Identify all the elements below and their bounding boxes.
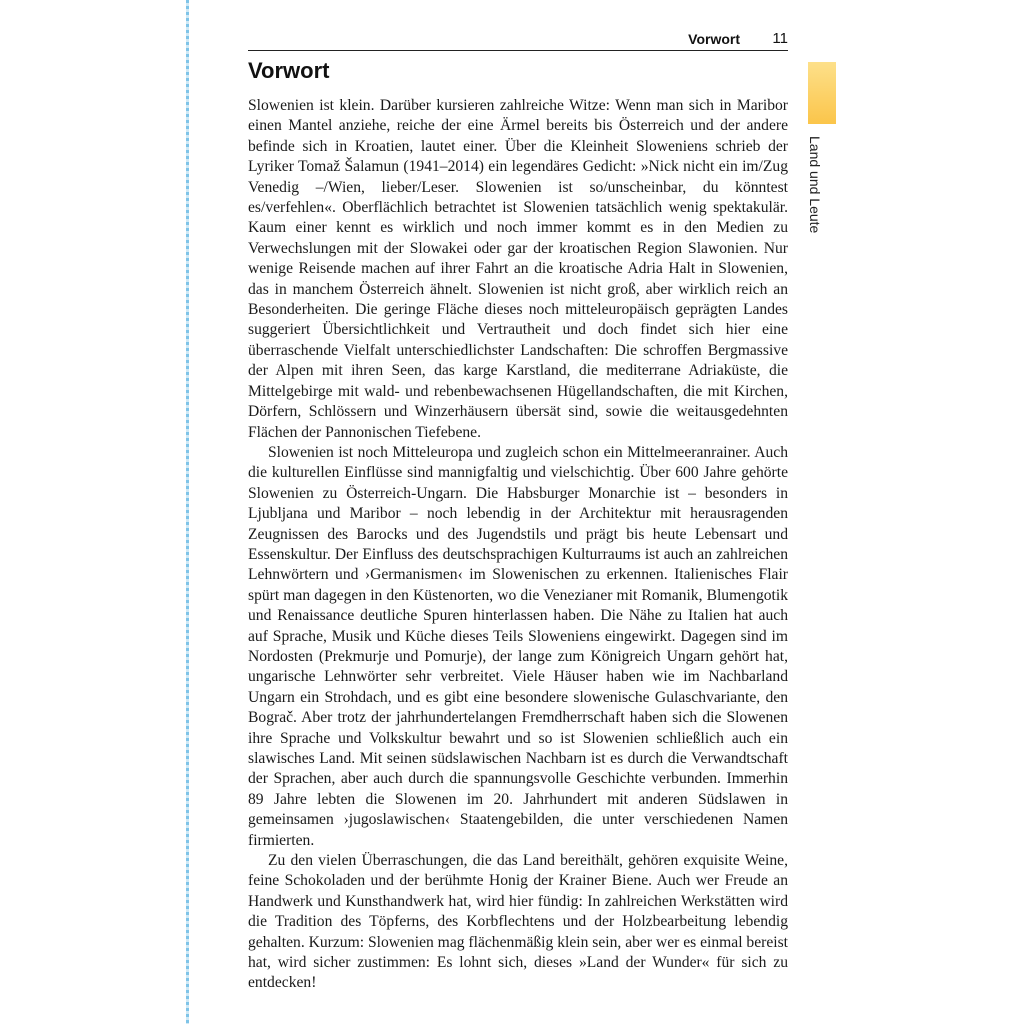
page-title: Vorwort (248, 58, 330, 83)
paragraph: Zu den vielen Überraschungen, die das Land bereithält, gehören exquisite Weine, feine Schokoladen und der berühmte Honig der Krainer Biene. Auch wer Freude an Handwerk und Kunsthandwerk hat, wird hier fündig: In zahlreichen Werkstätten wird die Tradition des Töpferns, des Korbflechtens und der Holzbearbeitung lebendig gehalten. Kurzum: Slowenien mag flächenmäßig klein sein, aber wer es einmal bereist hat, wird sicher zustimmen: Es lohnt sich, dieses »Land der Wunder« für sich zu entdecken! (248, 852, 788, 992)
running-header-section: Vorwort (688, 31, 740, 47)
chapter-thumb-tab (808, 62, 836, 124)
page-number: 11 (772, 30, 788, 47)
paragraph: Slowenien ist klein. Darüber kursieren zahlreiche Witze: Wenn man sich in Maribor einen Mantel anziehe, reiche der eine Ärmel bereits bis Österreich und der andere befinde sich in Kroatien, lautet einer. Über die Kleinheit Sloweniens schrieb der Lyriker Tomaž Šalamun (1941–2014) ein legendäres Gedicht: »Nick nicht ein im/Zug Venedig –/Wien, lieber/Leser. Slowenien ist so/unscheinbar, du könntest es/verfehlen«. Oberflächlich betrachtet ist Slowenien tatsächlich wenig spektakulär. Kaum einer kennt es wirklich und noch immer kommt es in den Medien zu Verwechslungen mit der Slowakei oder gar der kroatischen Region Slawonien. Nur wenige Reisende machen auf ihrer Fahrt an die kroatische Adria Halt in Slowenien, das in manchem Österreich ähnelt. Slowenien ist nicht groß, aber wirklich reich an Besonderheiten. Die geringe Fläche dieses noch mitteleuropäisch geprägten Landes suggeriert Übersichtlichkeit und Vertrautheit und doch findet sich hier eine überraschende Vielfalt unterschiedlichster Landschaften: Die schroffen Bergmassive der Alpen mit ihren Seen, das karge Karstland, die mediterrane Adriaküste, die Mittelgebirge mit wald- und rebenbewachsenen Hügellandschaften, die mit Kirchen, Dörfern, Schlössern und Winzerhäusern übersät sind, sowie die weitausgedehnten Flächen der Pannonischen Tiefebene. (248, 97, 788, 441)
chapter-side-label: Land und Leute (807, 136, 823, 234)
page-spine-edge (186, 0, 189, 1024)
paragraph: Slowenien ist noch Mitteleuropa und zugleich schon ein Mittelmeeranrainer. Auch die kulturellen Einflüsse sind mannigfaltig und vielschichtig. Über 600 Jahre gehörte Slowenien zu Österreich-Ungarn. Die Habsburger Monarchie ist – besonders in Ljubljana und Maribor – noch lebendig in der Architektur mit herausragenden Zeugnissen des Barocks und des Jugendstils und prägt bis heute Lebensart und Essenskultur. Der Einfluss des deutschsprachigen Kulturraums ist auch an zahlreichen Lehnwörtern und ›Germanismen‹ im Slowenischen zu erkennen. Italienisches Flair spürt man dagegen in den Küstenorten, wo die Venezianer mit Romanik, Blumengotik und Renaissance deutliche Spuren hinterlassen haben. Die Nähe zu Italien hat auch auf Sprache, Musik und Küche dieses Teils Sloweniens eingewirkt. Dagegen sind im Nordosten (Prekmurje und Pomurje), der lange zum Königreich Ungarn gehört hat, ungarische Lehnwörter sehr verbreitet. Viele Häuser haben wie im Nachbarland Ungarn ein Strohdach, und es gibt eine besondere slowenische Gulaschvariante, den Bograč. Aber trotz der jahrhundertelangen Fremdherrschaft haben sich die Slowenen ihre Sprache und Volkskultur bewahrt und so ist Slowenien schließlich auch ein slawisches Land. Mit seinen südslawischen Nachbarn ist es durch die Verwandtschaft der Sprachen, aber auch durch die spannungsvolle Geschichte verbunden. Immerhin 89 Jahre lebten die Slowenen im 20. Jahrhundert mit anderen Südslawen in gemeinsamen ›jugoslawischen‹ Staatengebilden, die unter verschiedenen Namen firmierten. (248, 443, 788, 849)
running-header (248, 28, 788, 51)
article-body (248, 96, 788, 994)
